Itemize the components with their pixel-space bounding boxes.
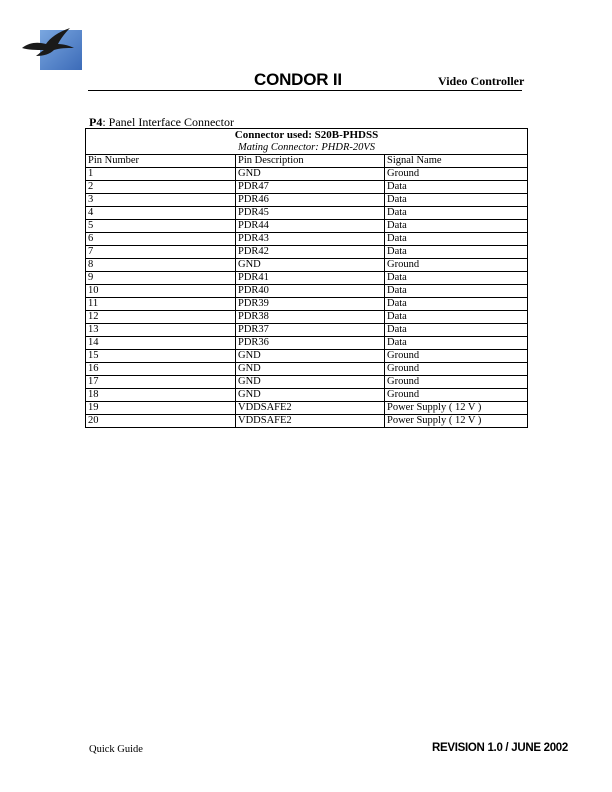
signal-name-cell: Data bbox=[385, 337, 528, 350]
mating-connector-row bbox=[86, 142, 528, 155]
pin-number-cell: 6 bbox=[86, 233, 236, 246]
signal-name-cell: Data bbox=[385, 233, 528, 246]
page-title: CONDOR II bbox=[254, 70, 342, 89]
table-row bbox=[86, 220, 528, 233]
pin-number-cell: 10 bbox=[86, 285, 236, 298]
pin-number-cell: 4 bbox=[86, 207, 236, 220]
pin-number-cell: 2 bbox=[86, 181, 236, 194]
section-label-rest: : Panel Interface Connector bbox=[102, 115, 234, 129]
header-divider bbox=[88, 90, 522, 91]
signal-name-cell: Data bbox=[385, 285, 528, 298]
pin-description-cell: VDDSAFE2 bbox=[236, 402, 385, 415]
signal-name-cell: Data bbox=[385, 207, 528, 220]
pin-number-cell: 12 bbox=[86, 311, 236, 324]
table-row bbox=[86, 233, 528, 246]
pin-number-cell: 19 bbox=[86, 402, 236, 415]
footer-right: REVISION 1.0 / JUNE 2002 bbox=[432, 742, 568, 754]
pin-number-cell: 18 bbox=[86, 389, 236, 402]
column-header: Signal Name bbox=[385, 155, 528, 168]
pin-number-cell: 7 bbox=[86, 246, 236, 259]
table-row bbox=[86, 194, 528, 207]
pin-number-cell: 11 bbox=[86, 298, 236, 311]
pin-description-cell: PDR39 bbox=[236, 298, 385, 311]
pin-number-cell: 1 bbox=[86, 168, 236, 181]
pin-description-cell: PDR47 bbox=[236, 181, 385, 194]
page-subtitle: Video Controller bbox=[438, 74, 525, 88]
table-row bbox=[86, 207, 528, 220]
pin-description-cell: PDR43 bbox=[236, 233, 385, 246]
table-row bbox=[86, 311, 528, 324]
signal-name-cell: Power Supply ( 12 V ) bbox=[385, 402, 528, 415]
signal-name-cell: Ground bbox=[385, 376, 528, 389]
signal-name-cell: Data bbox=[385, 246, 528, 259]
table-row bbox=[86, 376, 528, 389]
pin-number-cell: 20 bbox=[86, 415, 236, 428]
signal-name-cell: Ground bbox=[385, 259, 528, 272]
table-header-row bbox=[86, 155, 528, 168]
pin-number-cell: 5 bbox=[86, 220, 236, 233]
pin-description-cell: PDR38 bbox=[236, 311, 385, 324]
signal-name-cell: Data bbox=[385, 181, 528, 194]
connector-used-row bbox=[86, 129, 528, 143]
pin-number-cell: 8 bbox=[86, 259, 236, 272]
pin-description-cell: PDR40 bbox=[236, 285, 385, 298]
table-row bbox=[86, 272, 528, 285]
signal-name-cell: Data bbox=[385, 324, 528, 337]
pin-description-cell: PDR45 bbox=[236, 207, 385, 220]
table-row bbox=[86, 259, 528, 272]
pin-number-cell: 13 bbox=[86, 324, 236, 337]
signal-name-cell: Data bbox=[385, 298, 528, 311]
column-header: Pin Number bbox=[86, 155, 236, 168]
pin-description-cell: GND bbox=[236, 376, 385, 389]
table-row bbox=[86, 168, 528, 181]
pin-number-cell: 15 bbox=[86, 350, 236, 363]
signal-name-cell: Ground bbox=[385, 363, 528, 376]
table-row bbox=[86, 285, 528, 298]
pin-table bbox=[85, 128, 528, 428]
column-header: Pin Description bbox=[236, 155, 385, 168]
pin-description-cell: GND bbox=[236, 168, 385, 181]
table-row bbox=[86, 337, 528, 350]
eagle-logo-icon bbox=[20, 26, 84, 72]
pin-description-cell: PDR37 bbox=[236, 324, 385, 337]
footer-left: Quick Guide bbox=[89, 744, 143, 755]
pin-number-cell: 14 bbox=[86, 337, 236, 350]
pin-description-cell: VDDSAFE2 bbox=[236, 415, 385, 428]
pin-number-cell: 16 bbox=[86, 363, 236, 376]
pin-description-cell: GND bbox=[236, 350, 385, 363]
section-label-bold: P4 bbox=[89, 115, 103, 129]
pin-description-cell: PDR41 bbox=[236, 272, 385, 285]
signal-name-cell: Ground bbox=[385, 168, 528, 181]
pin-description-cell: GND bbox=[236, 389, 385, 402]
signal-name-cell: Data bbox=[385, 272, 528, 285]
pin-number-cell: 9 bbox=[86, 272, 236, 285]
table-row bbox=[86, 363, 528, 376]
connector-used: Connector used: S20B-PHDSS bbox=[234, 129, 379, 141]
pin-description-cell: PDR36 bbox=[236, 337, 385, 350]
pin-number-cell: 3 bbox=[86, 194, 236, 207]
signal-name-cell: Data bbox=[385, 311, 528, 324]
table-row bbox=[86, 415, 528, 428]
table-row bbox=[86, 402, 528, 415]
signal-name-cell: Data bbox=[385, 220, 528, 233]
signal-name-cell: Power Supply ( 12 V ) bbox=[385, 415, 528, 428]
pin-description-cell: PDR46 bbox=[236, 194, 385, 207]
pin-number-cell: 17 bbox=[86, 376, 236, 389]
table-row bbox=[86, 181, 528, 194]
pin-description-cell: PDR42 bbox=[236, 246, 385, 259]
table-row bbox=[86, 298, 528, 311]
signal-name-cell: Ground bbox=[385, 389, 528, 402]
pin-description-cell: GND bbox=[236, 363, 385, 376]
table-row bbox=[86, 324, 528, 337]
pin-description-cell: PDR44 bbox=[236, 220, 385, 233]
table-row bbox=[86, 350, 528, 363]
table-row bbox=[86, 389, 528, 402]
pin-description-cell: GND bbox=[236, 259, 385, 272]
signal-name-cell: Data bbox=[385, 194, 528, 207]
signal-name-cell: Ground bbox=[385, 350, 528, 363]
table-row bbox=[86, 246, 528, 259]
mating-connector: Mating Connector: PHDR-20VS bbox=[86, 142, 528, 155]
